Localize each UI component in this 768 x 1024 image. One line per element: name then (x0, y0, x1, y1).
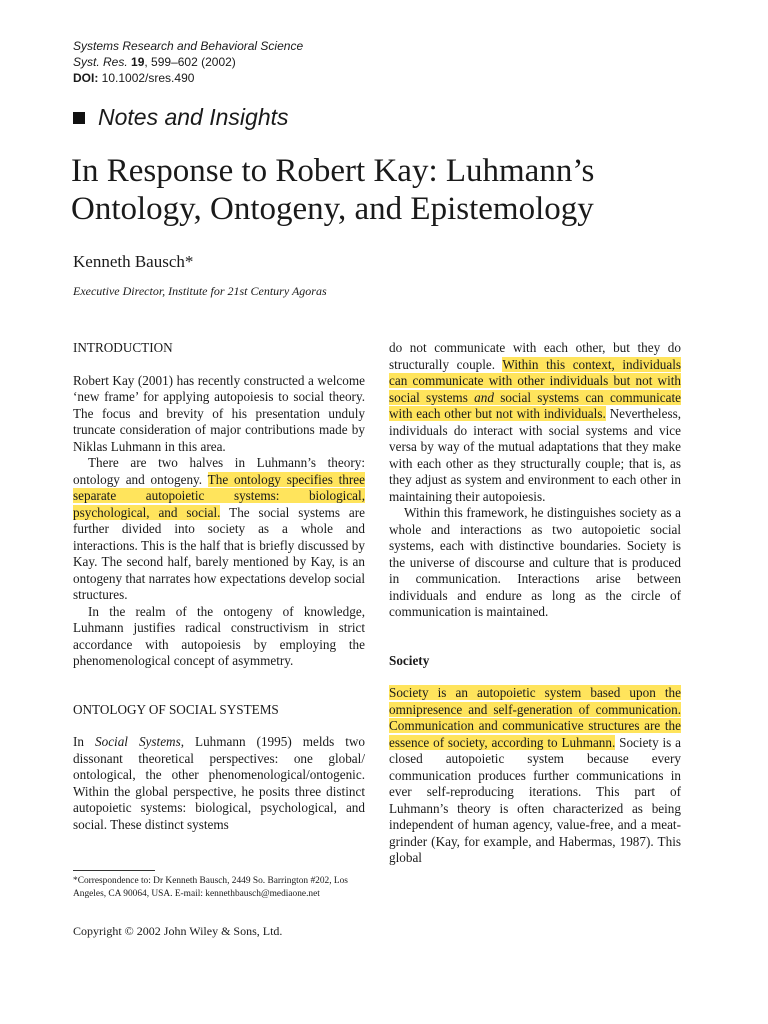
section-label-text: Notes and Insights (98, 104, 289, 130)
paragraph: Within this framework, he distinguishes society as a whole and interactions as two autopoietic social systems, each with distinctive boundaries. Society is the universe of discourse and culture that is produced in communication. Interactions arise between individuals and endure as long as the circle of communication is maintained. (389, 505, 681, 619)
left-column (73, 340, 365, 833)
paragraph: Society is an autopoietic system based upon the omnipresence and self-generation of communication. Communication and communicative structures are the essence of society, according to Luhmann. Society is a closed autopoietic system because every communication produces further communications in ever self-reproducing iterations. This part of Luhmann’s theory is often characterized as being independent of human agency, value-free, and a meat-grinder (Kay, for example, and Habermas, 1987). This global (389, 685, 681, 865)
journal-header (73, 38, 303, 86)
section-heading-introduction: INTRODUCTION (73, 340, 173, 355)
highlight: Society is an autopoietic system based upon the omnipresence and self-generation of communication. Communication and communicative structures are the essence of society, according to Luhmann. (389, 685, 681, 750)
section-label (73, 104, 289, 131)
affiliation: Executive Director, Institute for 21st Century Agoras (73, 284, 327, 298)
paragraph: In Social Systems, Luhmann (1995) melds two dissonant theoretical perspectives: one global/ ontological, the other phenomenological/ontogenic. Within the global perspective, he posits three distinct autopoietic systems: biological, psychological, and social. These distinct systems (73, 734, 365, 832)
copyright: Copyright © 2002 John Wiley & Sons, Ltd. (73, 924, 283, 938)
section-heading-ontology: ONTOLOGY OF SOCIAL SYSTEMS (73, 701, 279, 717)
highlight: The ontology specifies three separate autopoietic systems: biological, psychological, and social. (73, 471, 366, 520)
section-heading-society: Society (389, 652, 430, 668)
title-line-2: Ontology, Ontogeny, and Epistemology (71, 191, 594, 227)
right-column (389, 340, 681, 867)
author: Kenneth Bausch* (73, 252, 194, 271)
footnote: *Correspondence to: Dr Kenneth Bausch, 2449 So. Barrington #202, Los Angeles, CA 90064, USA. E-mail: kennethbausch@mediaone.net (73, 876, 348, 899)
section-square-icon (73, 112, 85, 124)
paragraph: do not communicate with each other, but they do structurally couple. Within this context, individuals can communicate with other individuals but not with social systems and social systems can communicate with each other but not with individuals. Nevertheless, individuals do interact with social systems and vice versa by way of the mutual adaptations that they make with each other as they structurally couple; that is, as they adjust as system and environment to each other in maintaining their autopoiesis. (389, 340, 682, 504)
paragraph: There are two halves in Luhmann’s theory: ontology and ontogeny. The ontology specifies three separate autopoietic systems: biological, psychological, and social. The social systems are further divided into society as a whole and interactions. This is the half that is briefly discussed by Kay. The second half, barely mentioned by Kay, is an ontogeny that narrates how expectations develop social structures. (73, 455, 366, 602)
title-line-1: In Response to Robert Kay: Luhmann’s (71, 153, 595, 189)
journal-citation: Syst. Res. 19, 599–602 (2002) (73, 55, 236, 69)
paragraph: In the realm of the ontogeny of knowledge, Luhmann justifies radical constructivism in strict accordance with autopoiesis by employing the phenomenological concept of asymmetry. (73, 603, 365, 668)
footnote-rule (73, 870, 155, 871)
highlight: Within this context, individuals can communicate with other individuals but not with social systems and social systems can communicate with each other but not with individuals. (389, 356, 681, 421)
journal-name: Systems Research and Behavioral Science (73, 39, 304, 53)
article-title (71, 152, 711, 228)
journal-doi: DOI: 10.1002/sres.490 (73, 71, 195, 85)
paragraph: Robert Kay (2001) has recently constructed a welcome ‘new frame’ for applying autopoiesis to social theory. The focus and brevity of his presentation unduly truncate consideration of major contributions made by Niklas Luhmann in this area. (73, 372, 365, 454)
